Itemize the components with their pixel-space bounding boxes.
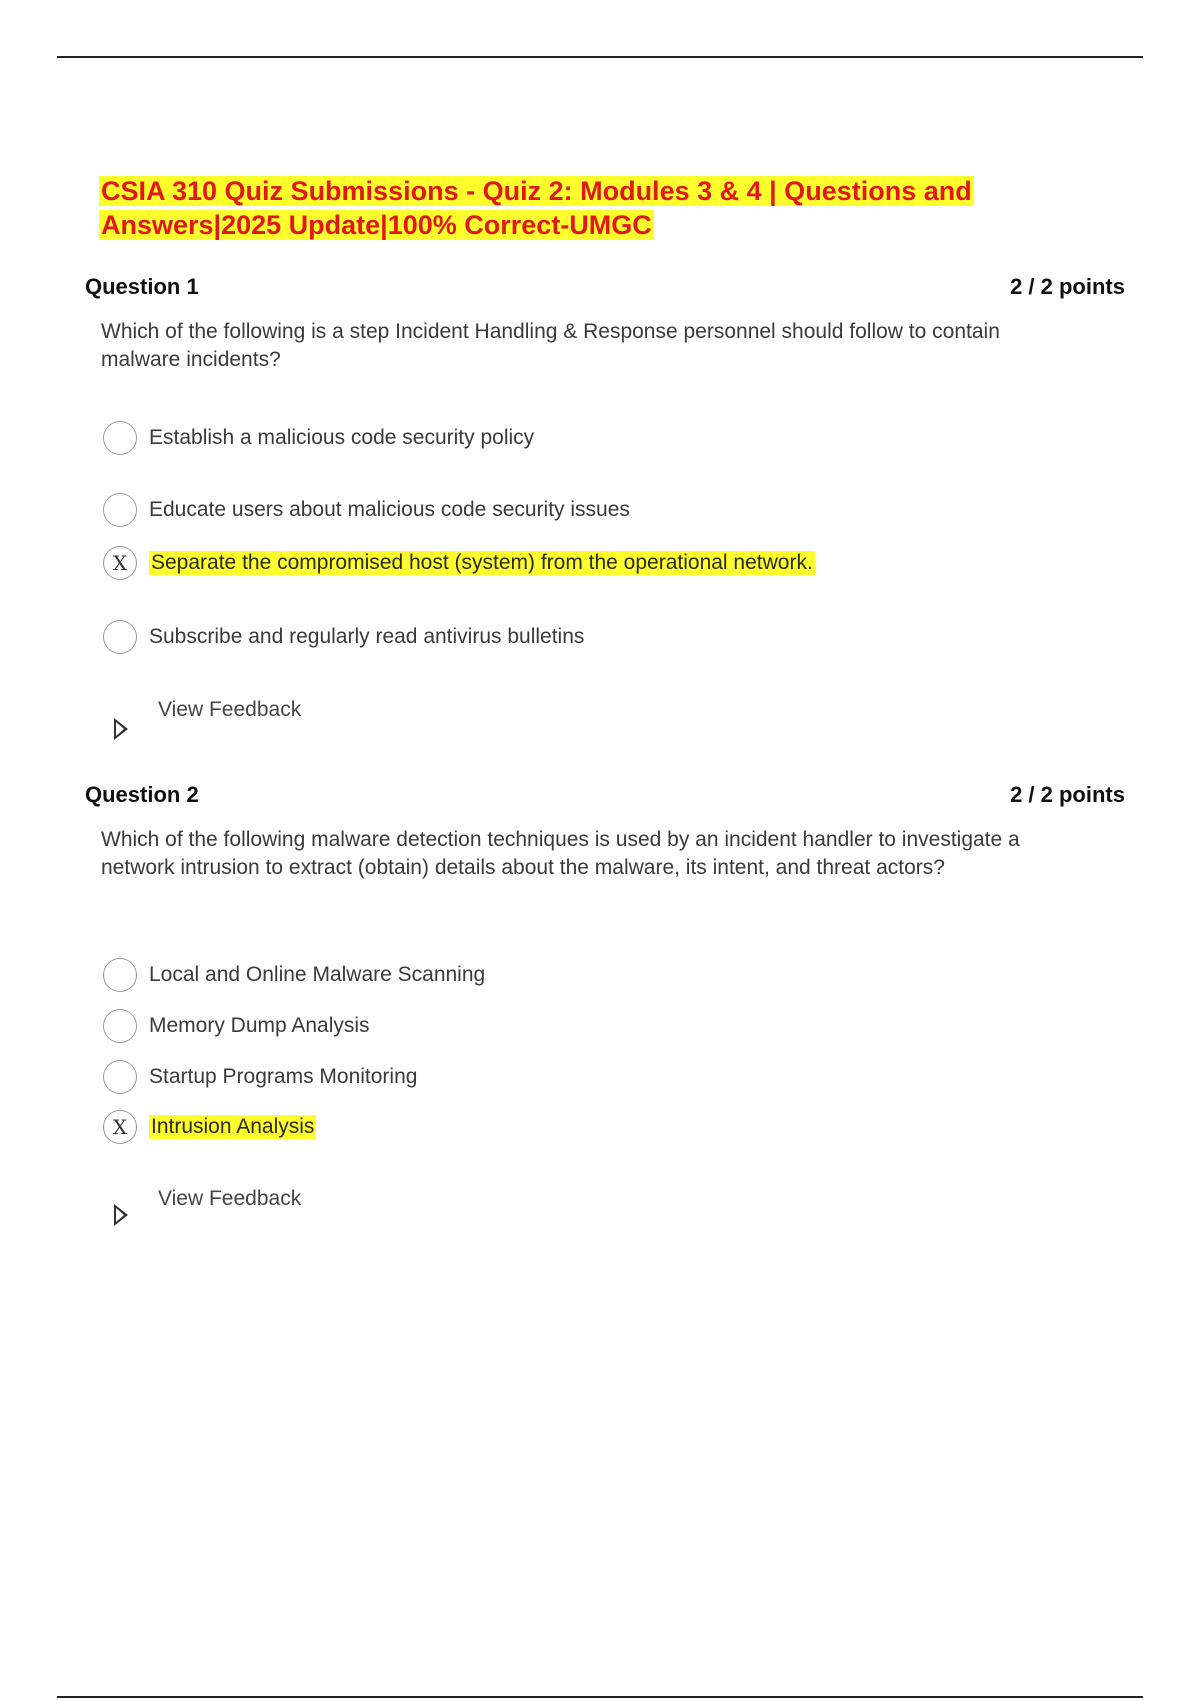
- question-2-option-2[interactable]: [103, 1007, 370, 1045]
- radio-button[interactable]: [103, 1060, 137, 1094]
- radio-button[interactable]: [103, 620, 137, 654]
- question-label: Question 1: [85, 274, 199, 299]
- option-label: Establish a malicious code security policy: [149, 426, 535, 449]
- radio-button-selected[interactable]: X: [103, 546, 137, 580]
- question-1-option-1[interactable]: [103, 419, 534, 457]
- question-1-text: Which of the following is a step Incident Handling & Response personnel should follow to contain malware incidents?: [101, 320, 1000, 371]
- expand-triangle-icon: [114, 1204, 128, 1226]
- question-1-view-feedback[interactable]: [114, 694, 301, 740]
- radio-button[interactable]: [103, 958, 137, 992]
- question-2-text: Which of the following malware detection techniques is used by an incident handler to investigate a network intrusion to extract (obtain) details about the malware, its intent, and threat actors?: [101, 828, 1020, 879]
- option-label: Subscribe and regularly read antivirus bulletins: [149, 625, 585, 648]
- radio-button-selected[interactable]: X: [103, 1110, 137, 1144]
- view-feedback-link[interactable]: View Feedback: [158, 1187, 302, 1210]
- question-1-option-2[interactable]: [103, 491, 630, 529]
- question-label: Question 2: [85, 782, 199, 807]
- question-points: 2 / 2 points: [1010, 782, 1125, 807]
- question-1-option-3[interactable]: [103, 544, 815, 582]
- title-text: CSIA 310 Quiz Submissions - Quiz 2: Modules 3 & 4 | Questions and Answers|2025 Update|100% Correct-UMGC: [101, 176, 972, 240]
- document-title: [99, 174, 1079, 242]
- top-rule: [57, 56, 1143, 58]
- option-label-highlighted: Separate the compromised host (system) from the operational network.: [151, 551, 813, 574]
- question-2-header: [85, 782, 1125, 808]
- question-2-option-1[interactable]: [103, 956, 485, 994]
- radio-button[interactable]: [103, 421, 137, 455]
- bottom-rule: [57, 1696, 1143, 1698]
- expand-triangle-icon: [114, 718, 128, 740]
- question-2-option-3[interactable]: [103, 1058, 417, 1096]
- option-label: Memory Dump Analysis: [149, 1014, 370, 1037]
- radio-button[interactable]: [103, 1009, 137, 1043]
- question-1-option-4[interactable]: [103, 618, 584, 656]
- option-label: Startup Programs Monitoring: [149, 1065, 418, 1088]
- view-feedback-link[interactable]: View Feedback: [158, 698, 302, 721]
- option-label: Educate users about malicious code security issues: [149, 498, 630, 521]
- option-label-highlighted: Intrusion Analysis: [151, 1115, 315, 1138]
- question-2-option-4[interactable]: [103, 1108, 316, 1146]
- question-2-view-feedback[interactable]: [114, 1180, 301, 1226]
- option-label: Local and Online Malware Scanning: [149, 963, 486, 986]
- radio-button[interactable]: [103, 493, 137, 527]
- question-1-header: [85, 274, 1125, 300]
- question-points: 2 / 2 points: [1010, 274, 1125, 299]
